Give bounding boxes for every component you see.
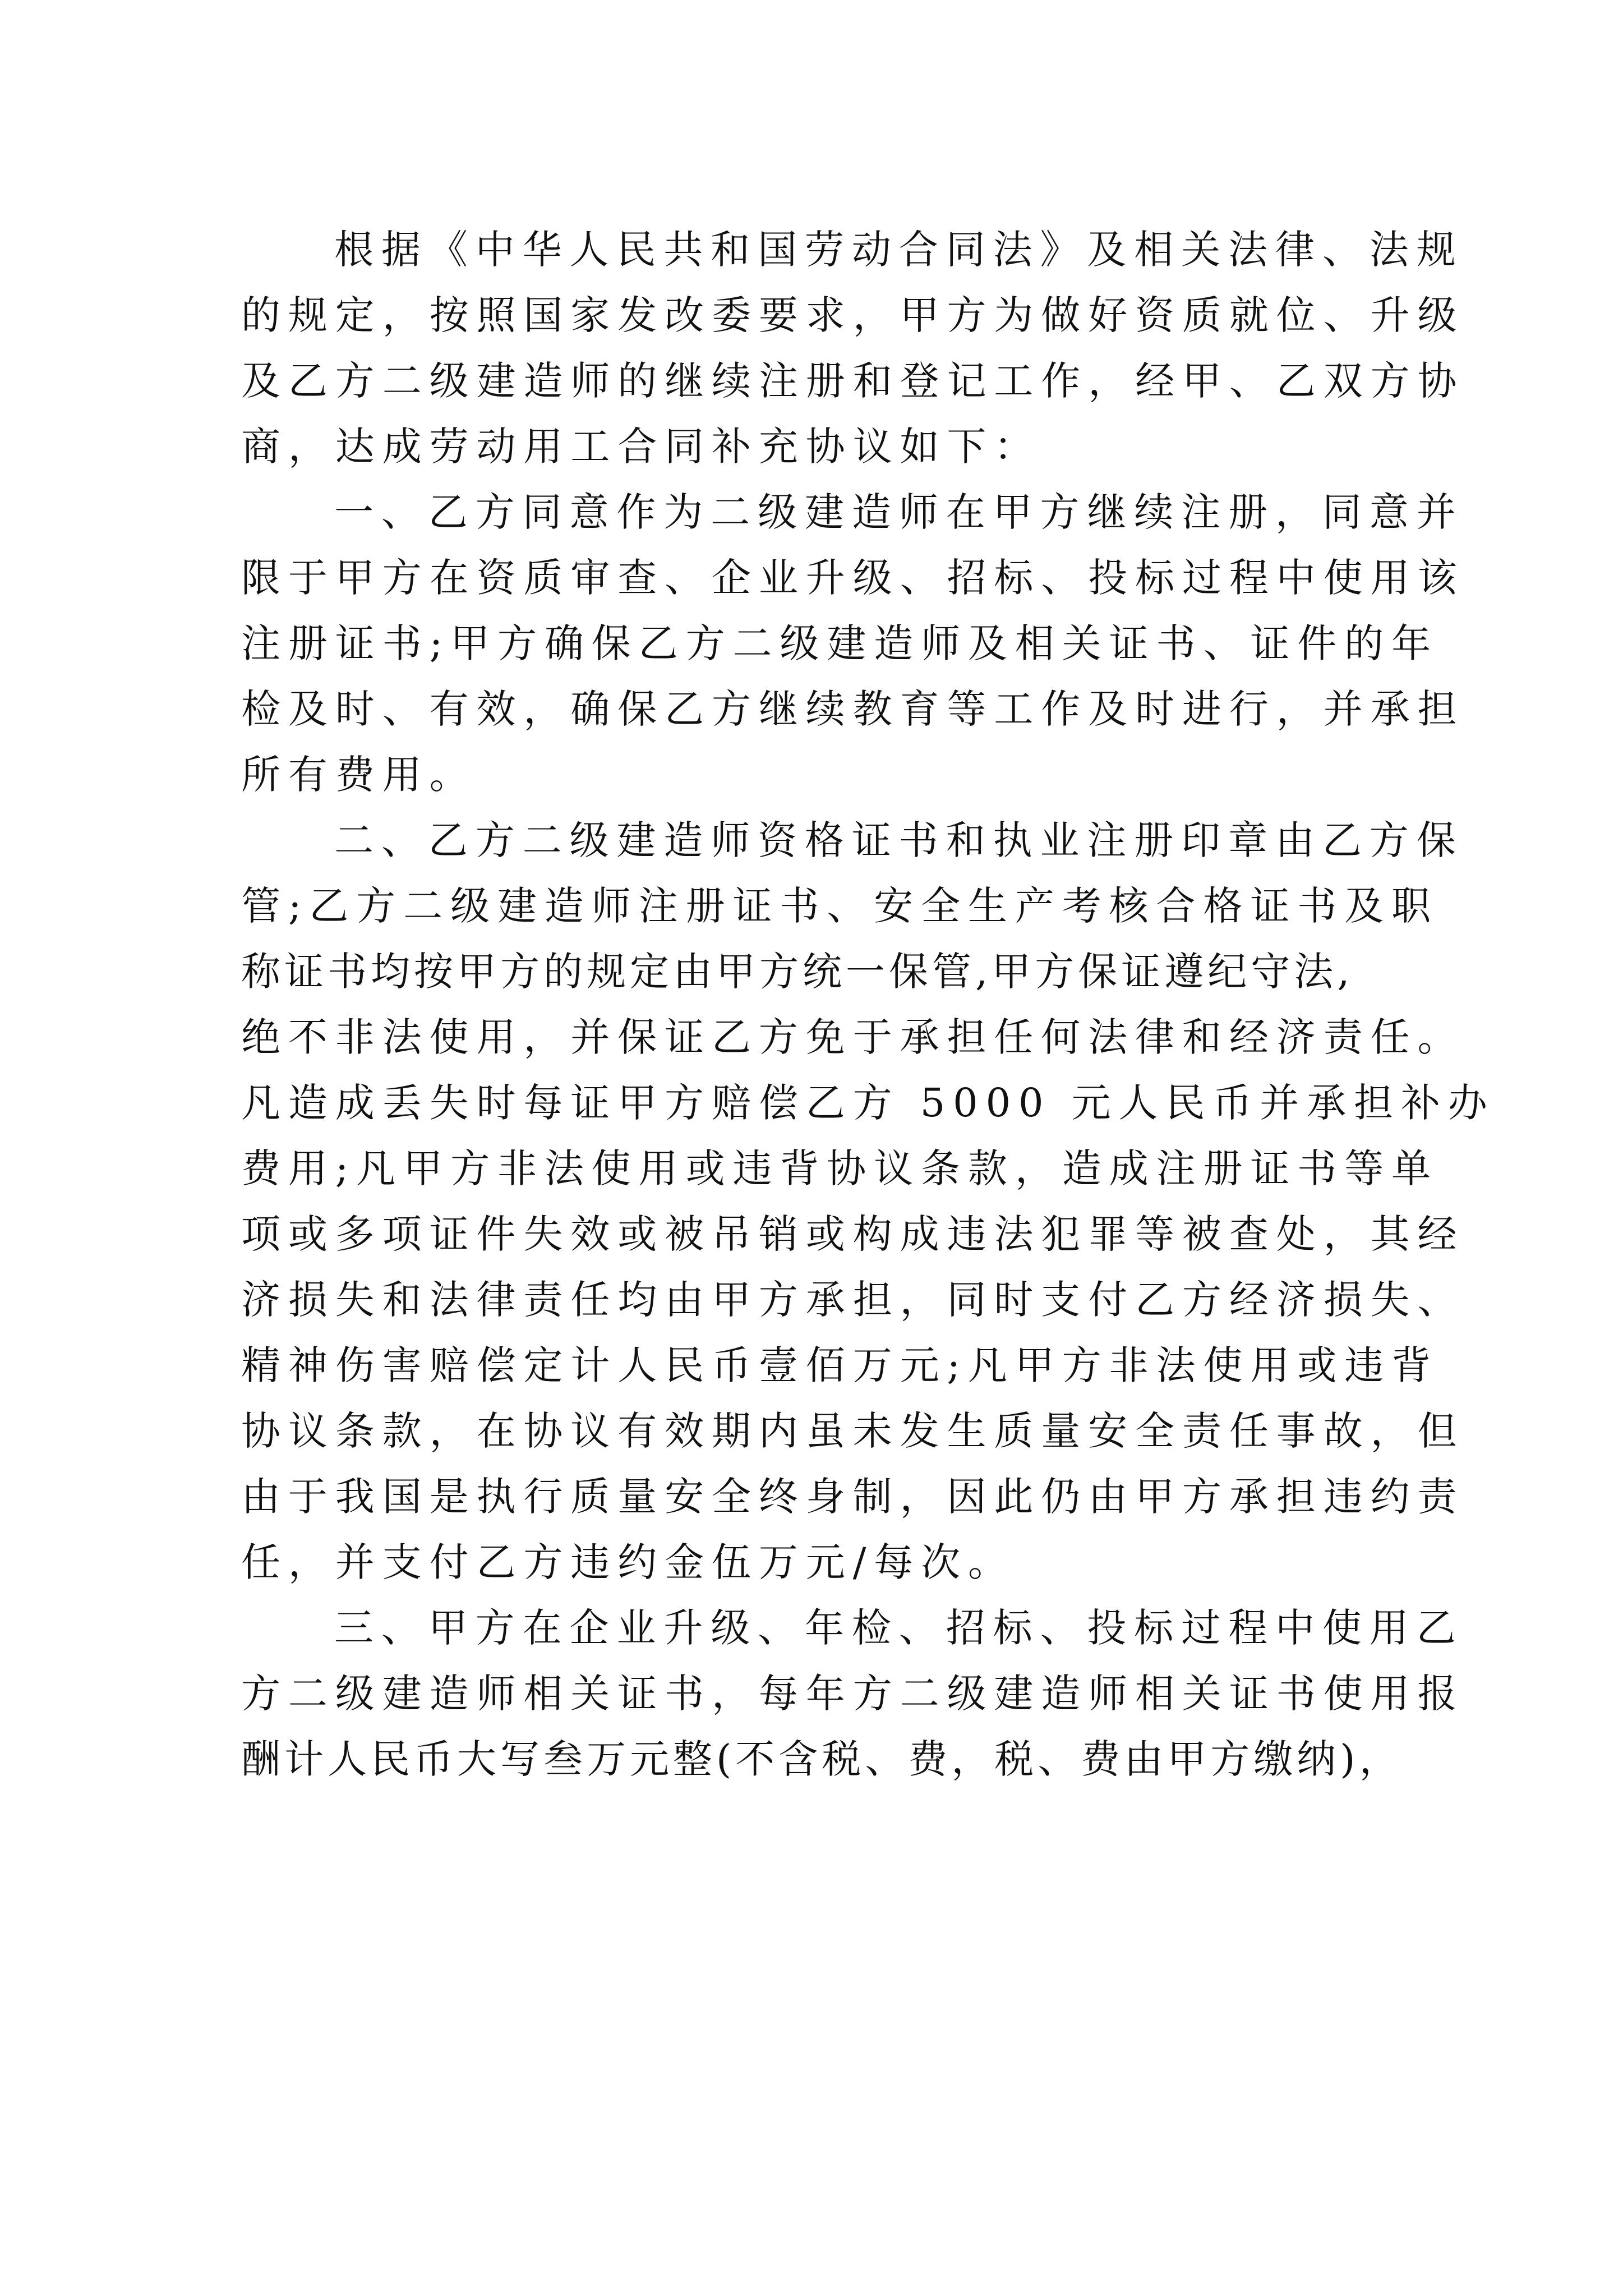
clause-2-line-4: 绝不非法使用，并保证乙方免于承担任何法律和经济责任。 xyxy=(241,1014,1465,1060)
paragraph-intro-line-4: 商，达成劳动用工合同补充协议如下： xyxy=(241,424,1041,470)
clause-2-line-7: 项或多项证件失效或被吊销或构成违法犯罪等被查处，其经 xyxy=(241,1211,1465,1257)
clause-1-line-1: 一、乙方同意作为二级建造师在甲方继续注册，同意并 xyxy=(334,489,1464,535)
clause-2-line-6: 费用;凡甲方非法使用或违背协议条款，造成注册证书等单 xyxy=(241,1145,1438,1191)
clause-1-line-2: 限于甲方在资质审查、企业升级、招标、投标过程中使用该 xyxy=(241,555,1465,601)
paragraph-intro-line-1: 根据《中华人民共和国劳动合同法》及相关法律、法规 xyxy=(334,227,1464,273)
clause-2-line-1: 二、乙方二级建造师资格证书和执业注册印章由乙方保 xyxy=(334,817,1464,863)
clause-3-line-3: 酬计人民币大写叁万元整(不含税、费，税、费由甲方缴纳)， xyxy=(241,1736,1403,1782)
clause-2-line-10: 协议条款，在协议有效期内虽未发生质量安全责任事故，但 xyxy=(241,1408,1465,1454)
paragraph-intro-line-3: 及乙方二级建造师的继续注册和登记工作，经甲、乙双方协 xyxy=(241,358,1465,404)
clause-2-line-8: 济损失和法律责任均由甲方承担，同时支付乙方经济损失、 xyxy=(241,1277,1465,1323)
clause-2-line-5: 凡造成丢失时每证甲方赔偿乙方 5000 元人民币并承担补办 xyxy=(241,1080,1495,1126)
paragraph-intro-line-2: 的规定，按照国家发改委要求，甲方为做好资质就位、升级 xyxy=(241,292,1465,338)
clause-1-line-3: 注册证书;甲方确保乙方二级建造师及相关证书、证件的年 xyxy=(241,620,1438,666)
clause-2-line-11: 由于我国是执行质量安全终身制，因此仍由甲方承担违约责 xyxy=(241,1474,1465,1520)
clause-2-line-3: 称证书均按甲方的规定由甲方统一保管,甲方保证遵纪守法, xyxy=(241,949,1354,995)
clause-3-line-2: 方二级建造师相关证书，每年方二级建造师相关证书使用报 xyxy=(241,1671,1465,1717)
clause-2-line-12: 任，并支付乙方违约金伍万元/每次。 xyxy=(241,1539,1015,1585)
clause-1-line-5: 所有费用。 xyxy=(241,752,477,798)
clause-2-line-9: 精神伤害赔偿定计人民币壹佰万元;凡甲方非法使用或违背 xyxy=(241,1342,1438,1388)
clause-3-line-1: 三、甲方在企业升级、年检、招标、投标过程中使用乙 xyxy=(334,1605,1464,1651)
clause-1-line-4: 检及时、有效，确保乙方继续教育等工作及时进行，并承担 xyxy=(241,686,1465,732)
clause-2-line-2: 管;乙方二级建造师注册证书、安全生产考核合格证书及职 xyxy=(241,883,1438,929)
